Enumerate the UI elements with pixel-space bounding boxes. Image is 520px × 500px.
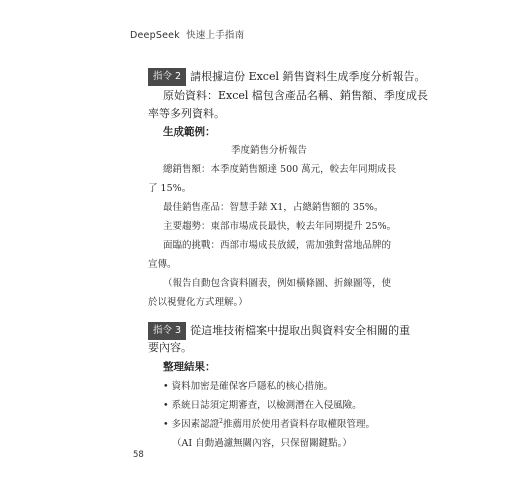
example-label: 生成範例： bbox=[163, 126, 216, 138]
prompt-2-line-1: 指令 2 請根據這份 Excel 銷售資料生成季度分析報告。 bbox=[148, 68, 426, 86]
report-line-8: 於以視覺化方式理解。） bbox=[148, 297, 248, 308]
report-line-1: 總銷售額：本季度銷售額達 500 萬元，較去年同期成長 bbox=[163, 164, 397, 175]
result-bullet-1: • 資料加密是確保客戶隱私的核心措施。 bbox=[163, 381, 334, 392]
header-title-en: DeepSeek bbox=[130, 30, 180, 41]
header-title-zh: 快速上手指南 bbox=[186, 30, 245, 41]
result-label: 整理結果： bbox=[163, 361, 216, 373]
report-line-3: 最佳銷售產品：智慧手錶 X1，占總銷售額的 35%。 bbox=[163, 202, 384, 213]
prompt-3-line-2: 要內容。 bbox=[148, 341, 192, 354]
running-header bbox=[130, 27, 244, 41]
report-line-6: 宣傳。 bbox=[148, 259, 177, 270]
prompt-3-line-1: 指令 3 從這堆技術檔案中提取出與資料安全相關的重 bbox=[148, 322, 410, 340]
report-line-4: 主要趨勢：東部市場成長最快，較去年同期提升 25%。 bbox=[163, 221, 397, 232]
result-bullet-2: • 系統日誌須定期審查，以檢測潛在入侵風險。 bbox=[163, 400, 362, 411]
prompt-2-line-3: 率等多列資料。 bbox=[148, 107, 225, 120]
report-title: 季度銷售分析報告 bbox=[231, 145, 308, 156]
result-note: （AI 自動過濾無關內容，只保留關鍵點。） bbox=[172, 438, 352, 449]
prompt-2-badge: 指令 2 bbox=[148, 68, 186, 86]
footnote-marker: 2 bbox=[219, 417, 223, 425]
result-bullet-3: • 多因素認證$^2$推薦用於使用者資料存取權限管理。 bbox=[163, 417, 375, 430]
prompt-2-line-2: 原始資料：Excel 檔包含產品名稱、銷售額、季度成長 bbox=[163, 89, 428, 102]
report-line-7: （報告自動包含資料圖表，例如橫條圖、折線圖等，使 bbox=[163, 278, 392, 289]
report-line-5: 面臨的挑戰：西部市場成長放緩，需加強對當地品牌的 bbox=[163, 240, 392, 251]
report-line-2: 了 15%。 bbox=[148, 183, 192, 194]
page-number: 58 bbox=[133, 450, 144, 460]
prompt-3-badge: 指令 3 bbox=[148, 322, 186, 340]
